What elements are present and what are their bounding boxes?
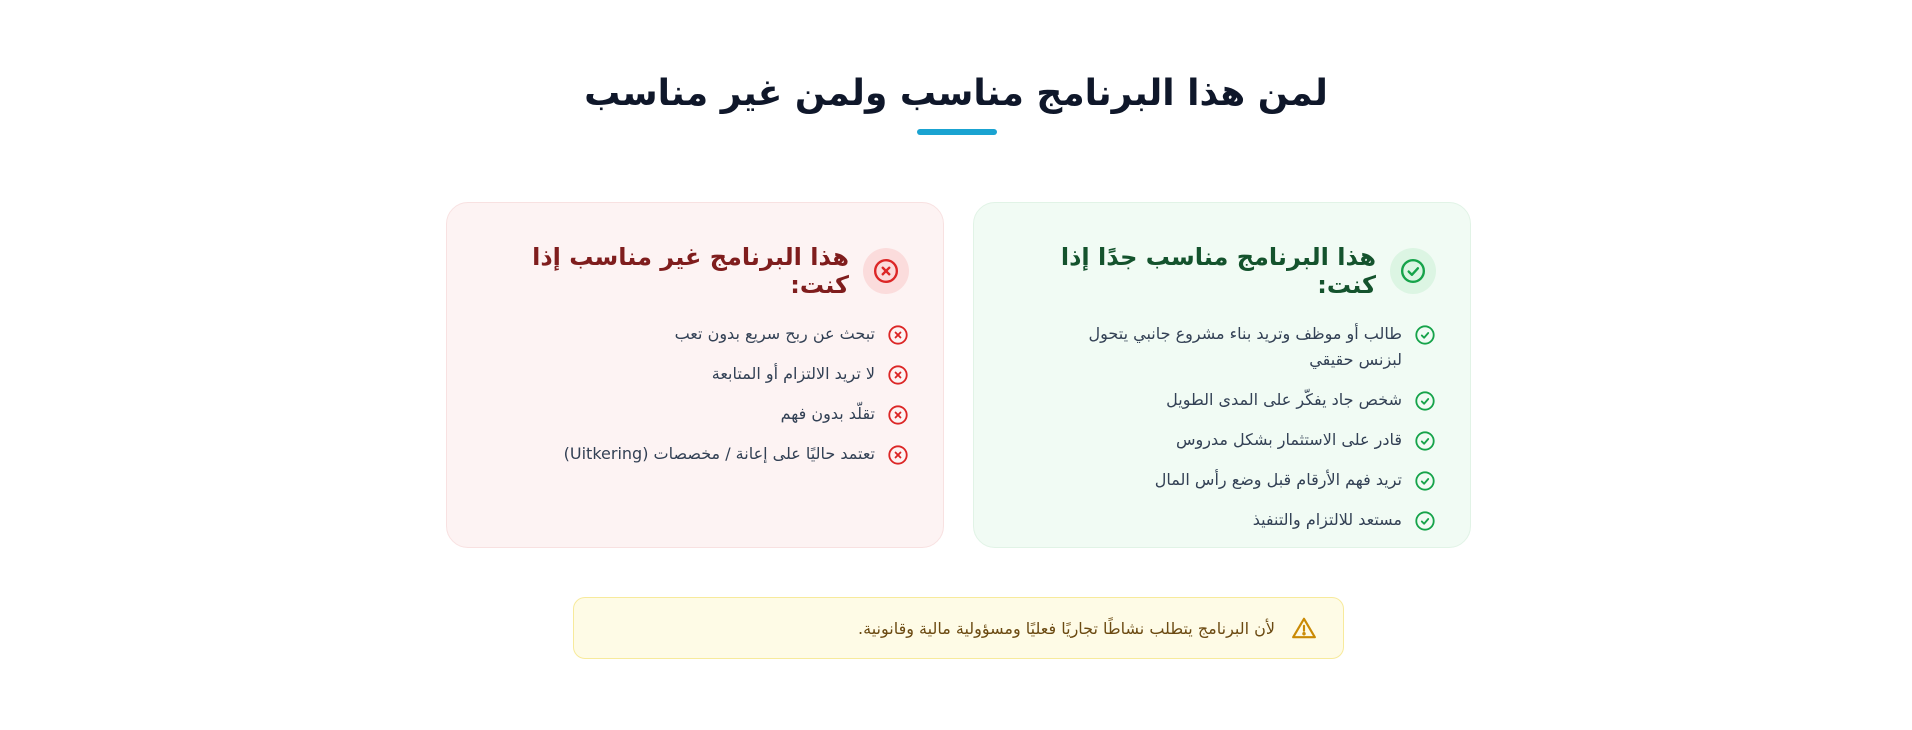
check-circle-icon	[1414, 324, 1436, 346]
list-item-text: قادر على الاستثمار بشكل مدروس	[1175, 430, 1402, 449]
list-item	[1008, 321, 1436, 373]
suitable-card	[973, 202, 1471, 548]
warning-triangle-icon	[1291, 615, 1317, 641]
not-suitable-card-title: هذا البرنامج غير مناسب إذا كنت:	[532, 243, 849, 299]
check-circle-icon	[1414, 430, 1436, 452]
list-item-text: مستعد للالتزام والتنفيذ	[1252, 510, 1402, 529]
warning-notice	[573, 597, 1344, 659]
section-title: لمن هذا البرنامج مناسب ولمن غير مناسب	[584, 73, 1328, 114]
list-item-text: تقلّد بدون فهم	[780, 404, 875, 423]
list-item	[481, 401, 909, 427]
list-item	[481, 321, 909, 347]
list-item-text: شخص جاد يفكّر على المدى الطويل	[1166, 390, 1402, 409]
x-circle-icon	[863, 248, 909, 294]
list-item-text: تعتمد حاليًا على إعانة / مخصصات (Uitkering)	[563, 444, 875, 463]
list-item	[1008, 387, 1436, 413]
x-circle-icon	[887, 324, 909, 346]
suitable-card-header	[1008, 243, 1436, 299]
list-item	[1008, 507, 1436, 533]
suitable-list	[1008, 321, 1436, 533]
list-item	[481, 441, 909, 467]
not-suitable-card-header	[481, 243, 909, 299]
list-item	[1008, 467, 1436, 493]
list-item-text: لا تريد الالتزام أو المتابعة	[711, 364, 875, 383]
list-item-text: تبحث عن ربح سريع بدون تعب	[674, 324, 875, 343]
list-item	[481, 361, 909, 387]
list-item-text: تريد فهم الأرقام قبل وضع رأس المال	[1154, 470, 1402, 489]
check-circle-icon	[1414, 390, 1436, 412]
not-suitable-card	[446, 202, 944, 548]
not-suitable-list	[481, 321, 909, 467]
list-item	[1008, 427, 1436, 453]
x-circle-icon	[887, 404, 909, 426]
check-circle-icon	[1414, 510, 1436, 532]
check-circle-icon	[1414, 470, 1436, 492]
title-underline	[917, 129, 997, 135]
suitable-card-title: هذا البرنامج مناسب جدًا إذا كنت:	[1060, 243, 1376, 299]
list-item-text: طالب أو موظف وتريد بناء مشروع جانبي يتحول لبزنس حقيقي	[1088, 324, 1402, 369]
check-circle-icon	[1390, 248, 1436, 294]
x-circle-icon	[887, 364, 909, 386]
warning-notice-text: لأن البرنامج يتطلب نشاطًا تجاريًا فعليًا ومسؤولية مالية وقانونية.	[858, 618, 1275, 638]
x-circle-icon	[887, 444, 909, 466]
